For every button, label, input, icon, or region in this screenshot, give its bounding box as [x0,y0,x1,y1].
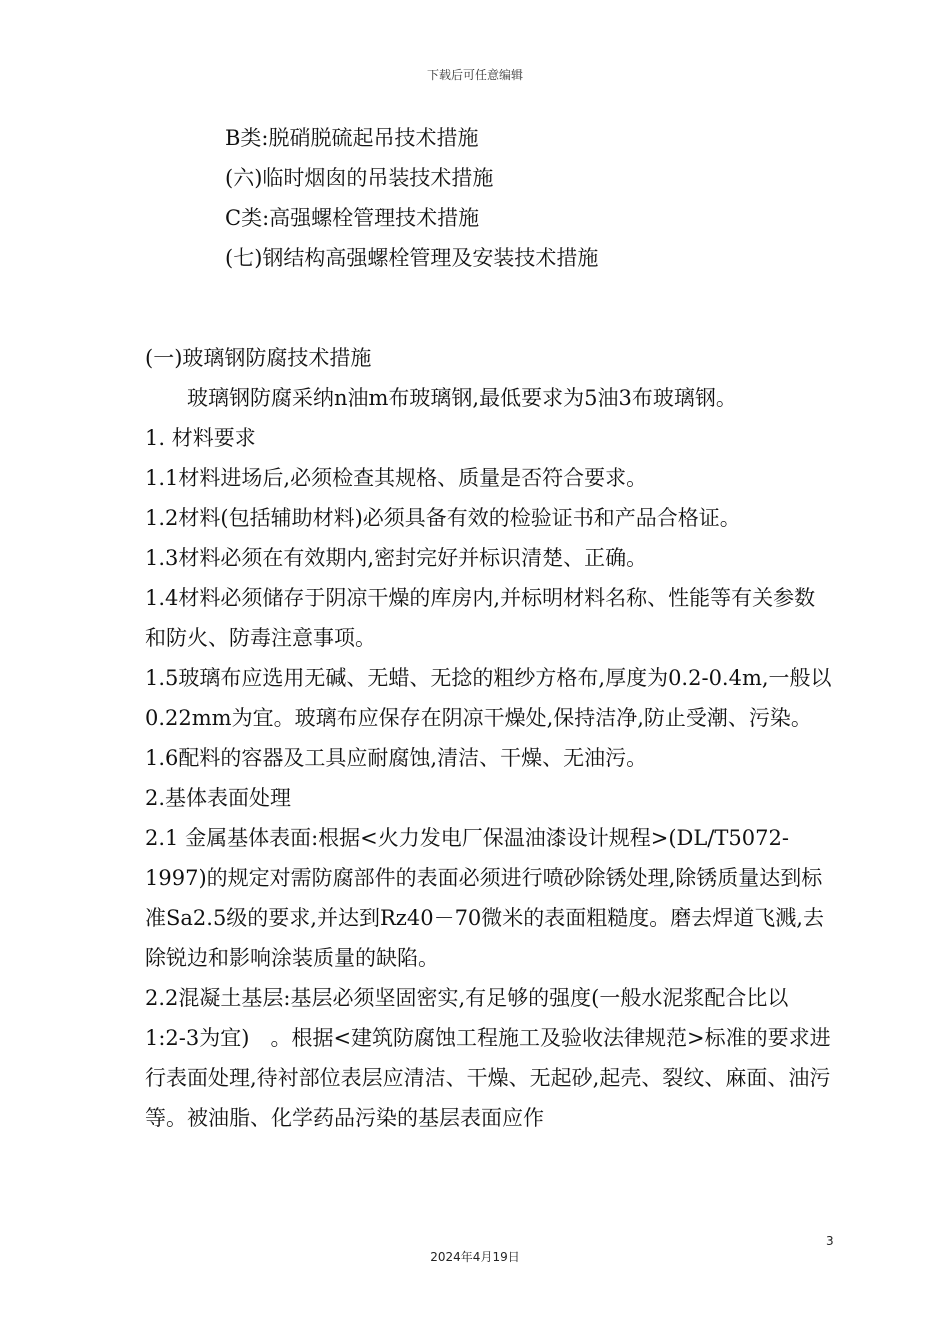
toc-item: C类:高强螺栓管理技术措施 [225,206,480,230]
section-heading: (一)玻璃钢防腐技术措施 [145,346,372,370]
toc-item: B类:脱硝脱硫起吊技术措施 [225,126,479,150]
page-number: 3 [826,1234,834,1248]
subsection-heading: 2.基体表面处理 [145,786,292,810]
footer-date: 2024年4月19日 [430,1250,520,1264]
paragraph: 玻璃钢防腐采纳n油m布玻璃钢,最低要求为5油3布玻璃钢。 [187,386,737,410]
page-header: 下载后可任意编辑 [426,68,523,82]
paragraph: 2.1 金属基体表面:根据<火力发电厂保温油漆设计规程>(DL/T5072-1997)的规定对需防腐部件的表面必须进行喷砂除锈处理,除锈质量达到标准Sa2.5级的要求,并达到Rz40－70微米的表面粗糙度。磨去焊道飞溅,去除锐边和影响涂装质量的缺陷。 [145,826,824,970]
paragraph: 1.6配料的容器及工具应耐腐蚀,清洁、干燥、无油污。 [145,746,648,770]
toc-list [225,118,598,278]
paragraph: 2.2混凝土基层:基层必须坚固密实,有足够的强度(一般水泥浆配合比以 1:2-3为宜) 。根据<建筑防腐蚀工程施工及验收法律规范>标准的要求进行表面处理,待衬部位表层应清洁、干燥、无起砂,起壳、裂纹、麻面、油污等。被油脂、化学药品污染的基层表面应作 [145,986,831,1130]
paragraph: 1.5玻璃布应选用无碱、无蜡、无捻的粗纱方格布,厚度为0.2-0.4m,一般以0.22mm为宜。玻璃布应保存在阴凉干燥处,保持洁净,防止受潮、污染。 [145,666,832,730]
toc-item: (七)钢结构高强螺栓管理及安装技术措施 [225,246,599,270]
toc-item: (六)临时烟囱的吊装技术措施 [225,166,494,190]
paragraph: 1.2材料(包括辅助材料)必须具备有效的检验证书和产品合格证。 [145,506,741,530]
document-body [145,338,835,1138]
paragraph: 1.3材料必须在有效期内,密封完好并标识清楚、正确。 [145,546,648,570]
paragraph: 1.4材料必须储存于阴凉干燥的库房内,并标明材料名称、性能等有关参数和防火、防毒注意事项。 [145,586,816,650]
subsection-heading: 1. 材料要求 [145,426,256,450]
paragraph: 1.1材料进场后,必须检查其规格、质量是否符合要求。 [145,466,648,490]
